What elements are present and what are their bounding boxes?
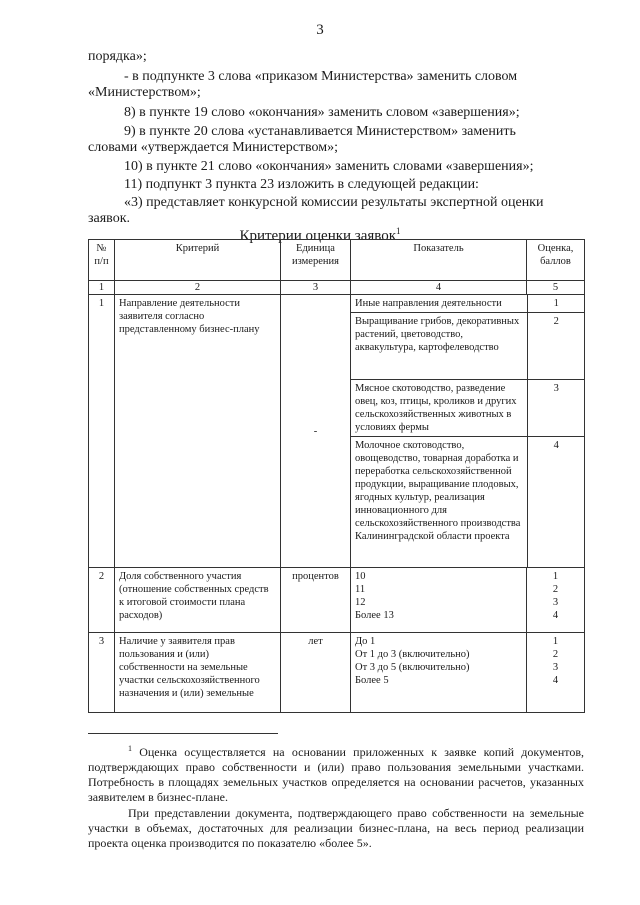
text-line: заявок. [88,211,130,226]
indicator-list [351,633,527,713]
footnote-paragraph: При представлении документа, подтверждающего право собственности на земельные участки в объемах, достаточных для реализации бизнес-плана, на весь период реализации проекта оценка производится по показателю «более 5». [88,806,584,850]
indicator-score: 1 [552,636,559,647]
footnote-ref: 1 [396,226,401,236]
indicator-score: 4 [552,675,559,686]
row-number: 2 [89,568,115,633]
indicator-text: Молочное скотоводство, овощеводство, товарная доработка и переработка сельскохозяйственной продукции, выращивание плодовых, ягодных культур, реализация инновационного для сельскохозяйственного производства Калининградской области проекта [355,440,521,542]
column-number-row [89,281,585,295]
criteria-table [88,239,585,713]
row-number: 1 [89,295,115,568]
indicator-score: 3 [527,380,585,437]
column-number: 2 [115,281,281,295]
criterion-cell: Направление деятельности заявителя согласно представленному бизнес-плану [115,295,281,568]
indicator-row [351,313,585,380]
indicator-score: 2 [552,649,559,660]
indicator-list [351,568,527,633]
indicator-text: От 3 до 5 (включительно) [355,662,470,673]
indicator-row [351,295,585,313]
indicator-text: Более 5 [355,675,389,686]
indicator-score: 1 [527,295,585,313]
indicator-score: 3 [552,662,559,673]
indicator-text: Иные направления деятельности [351,295,527,313]
text-line: словами «утверждается Министерством»; [88,140,339,155]
indicator-text: Выращивание грибов, декоративных растений, цветоводство, аквакультура, картофелеводство [351,313,527,380]
indicator-score: 2 [527,313,585,380]
indicator-score: 2 [552,584,559,595]
score-list [527,633,585,713]
indicator-text: 11 [355,584,366,595]
indicator-text: От 1 до 3 (включительно) [355,649,470,660]
text-line: 10) в пункте 21 слово «окончания» заменить словами «завершения»; [124,159,534,174]
unit-cell: лет [281,633,351,713]
footnote-paragraph: $^1$ Оценка осуществляется на основании приложенных к заявке копий документов, подтверждающих право собственности и (или) право пользования земельными участками. Потребность в площадях земельных участков определяется на основании расчетов, указанных заявителем в бизнес-плане. [88,744,584,804]
indicator-row [351,437,585,568]
table-header-row [89,240,585,281]
footnote-marker: 1 [128,744,132,753]
text-line: - в подпункте 3 слова «приказом Министерства» заменить словом [124,69,518,84]
indicator-text: Более 13 [355,610,394,621]
page-number: 3 [316,22,324,38]
text-line: «3) представляет конкурсной комиссии результаты экспертной оценки [124,195,544,210]
indicator-score: 3 [552,597,559,608]
indicator-group [351,295,585,568]
indicator-row [351,380,585,437]
row-number: 3 [89,633,115,713]
header-cell: Критерий [115,240,281,281]
indicator-score: 4 [552,610,559,621]
text-line: 11) подпункт 3 пункта 23 изложить в следующей редакции: [124,177,479,192]
criterion-cell: Наличие у заявителя прав пользования и (или) собственности на земельные участки сельскохозяйственного назначения и (или) земельные [115,633,281,713]
unit-cell: процентов [281,568,351,633]
header-cell: Оценка, баллов [527,240,585,281]
header-cell: Единица измерения [281,240,351,281]
column-number: 5 [527,281,585,295]
unit-cell: - [281,295,351,568]
text-line: порядка»; [88,49,147,64]
indicator-text: 10 [355,571,366,582]
header-cell: № п/п [89,240,115,281]
table-row [89,568,585,633]
indicator-text: 12 [355,597,366,608]
table-row [89,295,585,568]
indicator-text: До 1 [355,636,376,647]
text-line: 9) в пункте 20 слова «устанавливается Министерством» заменить [124,124,516,139]
score-list [527,568,585,633]
indicator-text: Мясное скотоводство, разведение овец, коз, птицы, кроликов и других сельскохозяйственных животных в условиях фермы [351,380,527,437]
indicator-score: 4 [527,437,585,568]
footnote-separator [88,733,278,734]
text-line: 8) в пункте 19 слово «окончания» заменить словом «завершения»; [124,105,520,120]
column-number: 1 [89,281,115,295]
header-cell: Показатель [351,240,527,281]
text-line: «Министерством»; [88,85,201,100]
table-row [89,633,585,713]
column-number: 4 [351,281,527,295]
indicator-score: 1 [552,571,559,582]
column-number: 3 [281,281,351,295]
criterion-cell: Доля собственного участия (отношение собственных средств к итоговой стоимости плана расходов) [115,568,281,633]
table-title: Критерии оценки заявок$^1$ [239,226,401,244]
